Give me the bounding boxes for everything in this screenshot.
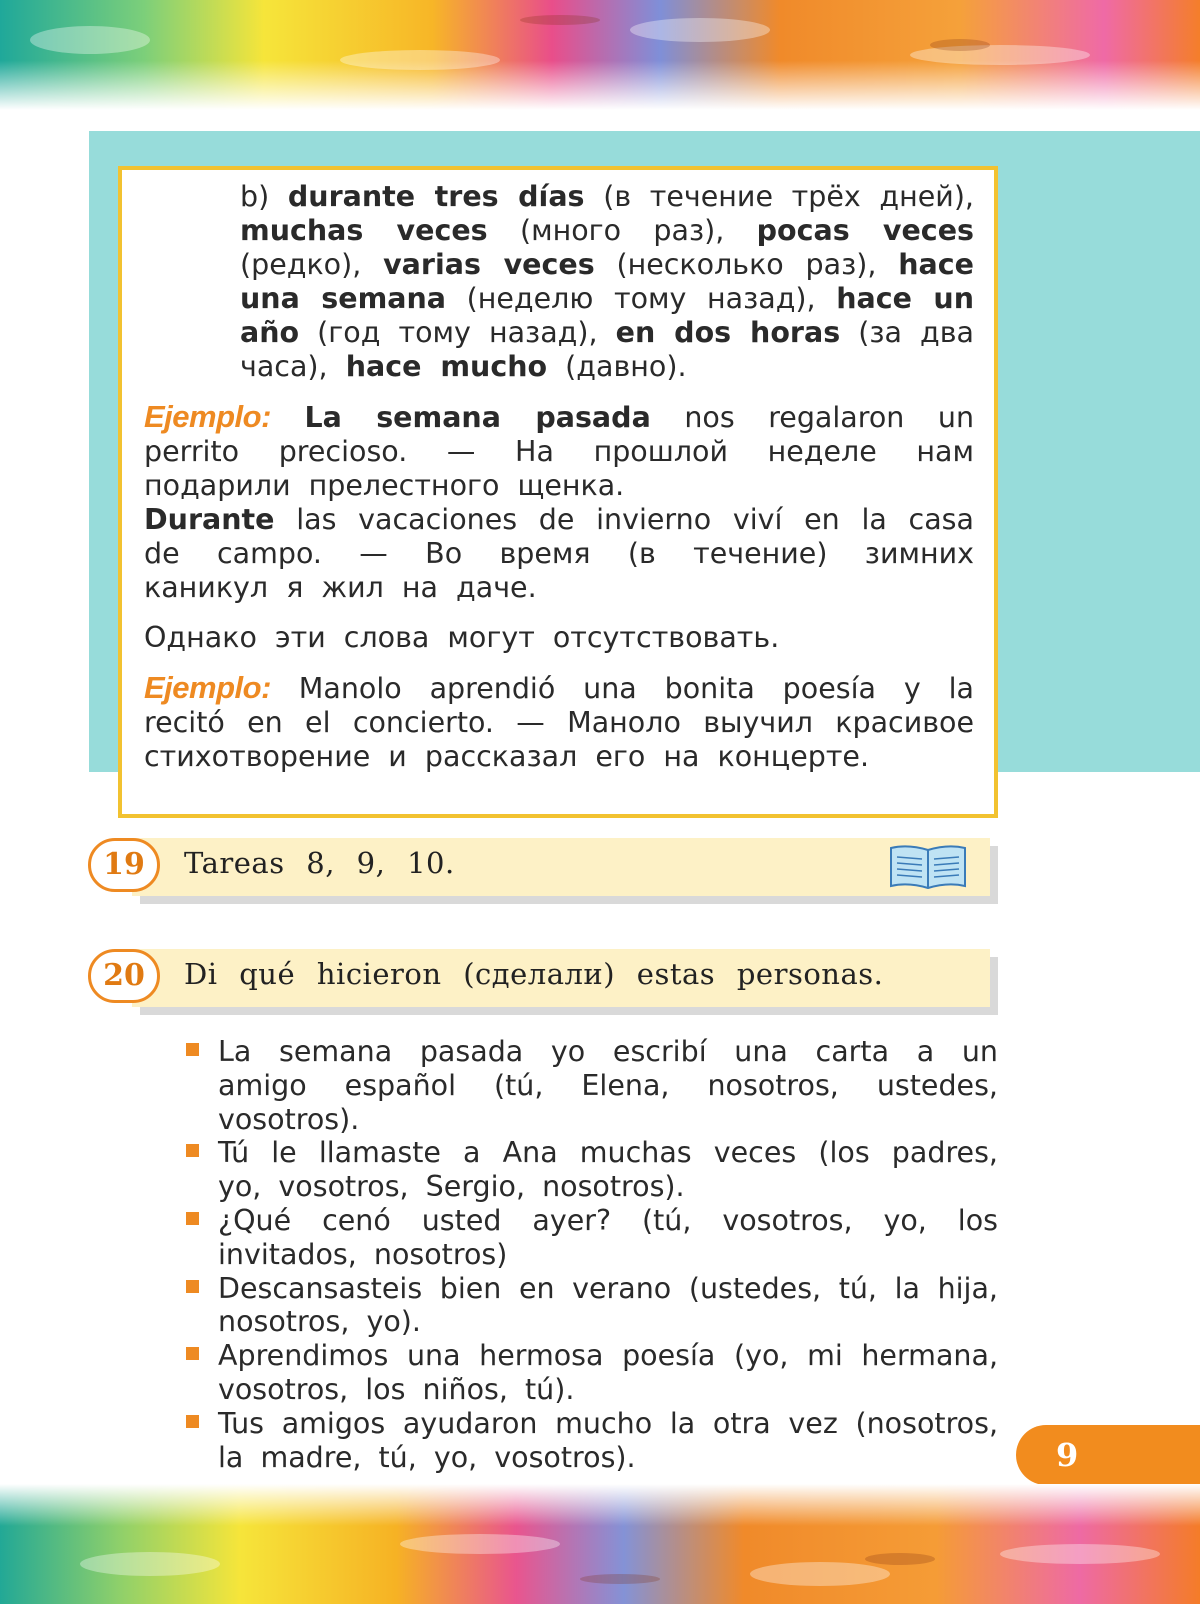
time-expression: en dos horas	[615, 316, 841, 349]
task-20	[88, 949, 1008, 1013]
example-1b-text: las vacaciones de invierno viví en la casa de campo. — Во время (в течение) зимних каникул я жил на даче.	[144, 503, 974, 604]
open-book-icon	[888, 844, 968, 890]
list-item: Descansasteis bien en verano (ustedes, tú, la hija, nosotros, yo).	[186, 1272, 998, 1340]
example-label: Ejemplo:	[144, 670, 271, 705]
decorative-top-band	[0, 0, 1200, 110]
example-2-text: Manolo aprendió una bonita poesía y la recitó en el concierto. — Маноло выучил красивое стихотворение и рассказал его на концерте.	[144, 672, 974, 773]
task-19	[88, 838, 1008, 902]
bullet-square-icon	[186, 1415, 199, 1428]
time-expression: hace un año	[240, 282, 974, 349]
bullet-square-icon	[186, 1347, 199, 1360]
list-item: Aprendimos una hermosa poesía (yo, mi hermana, vosotros, los niños, tú).	[186, 1339, 998, 1407]
translation-text: (редко),	[240, 248, 384, 281]
bullet-square-icon	[186, 1144, 199, 1157]
time-expression: hace una semana	[240, 248, 974, 315]
example-1-bold: La semana pasada	[304, 401, 651, 434]
time-expression: durante tres días	[287, 180, 585, 213]
task-number-badge: 20	[88, 949, 160, 1003]
task-instruction: Di qué hicieron (сделали) estas personas.	[184, 957, 884, 991]
example-label: Ejemplo:	[144, 399, 271, 434]
translation-text: (много раз),	[487, 214, 757, 247]
translation-text: (неделю тому назад),	[446, 282, 837, 315]
exercise-list	[186, 1035, 998, 1474]
example-1	[144, 400, 974, 605]
time-expression: hace mucho	[345, 350, 548, 383]
time-expression: pocas veces	[756, 214, 974, 247]
list-item: La semana pasada yo escribí una carta a un amigo español (tú, Elena, nosotros, ustedes, vosotros).	[186, 1035, 998, 1136]
translation-text: (давно).	[547, 350, 687, 383]
decorative-bottom-band	[0, 1484, 1200, 1604]
time-expression: muchas veces	[240, 214, 488, 247]
task-number-badge: 19	[88, 838, 160, 892]
bullet-square-icon	[186, 1043, 199, 1056]
page-number: 9	[1016, 1425, 1200, 1485]
rule-part-b	[144, 180, 974, 384]
part-b-marker: b)	[240, 180, 288, 213]
translation-text: (в течение трёх дней),	[584, 180, 974, 213]
example-1b-bold: Durante	[144, 503, 275, 536]
task-instruction: Tareas 8, 9, 10.	[184, 846, 455, 880]
list-item: Tú le llamaste a Ana muchas veces (los padres, yo, vosotros, Sergio, nosotros).	[186, 1136, 998, 1204]
list-item: ¿Qué cenó usted ayer? (tú, vosotros, yo, los invitados, nosotros)	[186, 1204, 998, 1272]
rule-note: Однако эти слова могут отсутствовать.	[144, 621, 780, 654]
translation-text: (несколько раз),	[594, 248, 899, 281]
grammar-rule-box	[118, 166, 998, 818]
bullet-square-icon	[186, 1280, 199, 1293]
translation-text: (за два часа),	[240, 316, 975, 383]
time-expression: varias veces	[383, 248, 595, 281]
example-2	[144, 671, 974, 774]
translation-text: (год тому назад),	[299, 316, 616, 349]
example-1-text: nos regalaron un perrito precioso. — На прошлой неделе нам подарили прелестного щенка.	[144, 401, 975, 502]
list-item: Tus amigos ayudaron mucho la otra vez (nosotros, la madre, tú, yo, vosotros).	[186, 1407, 998, 1475]
bullet-square-icon	[186, 1212, 199, 1225]
